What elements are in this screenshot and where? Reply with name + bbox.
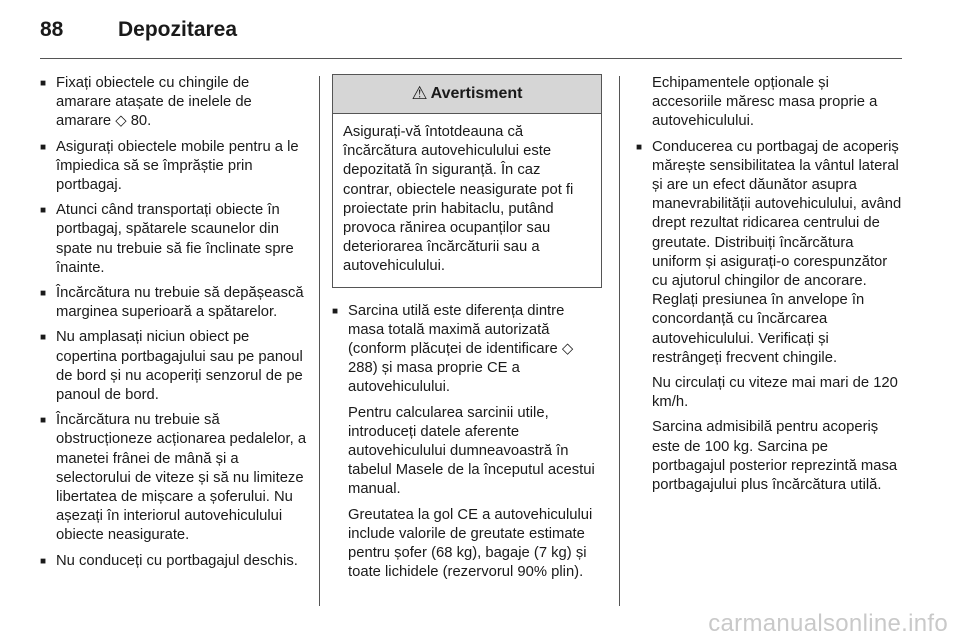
column-3	[636, 74, 902, 501]
list-item: ■ Fixați obiectele cu chingile de amarare atașate de inelele de amarare ◇ 80.	[40, 74, 308, 132]
paragraph: Nu circulați cu viteze mai mari de 120 km/h.	[652, 375, 898, 411]
list-item: ■ Sarcina utilă este diferența dintre masa totală maximă autorizată (conform plăcuței de identificare ◇ 288) și masa proprie CE a autovehiculului.	[332, 302, 602, 398]
list-item: ■ Nu conduceți cu portbagajul deschis.	[40, 552, 308, 571]
list-item: ■ Asigurați obiectele mobile pentru a le împiedica să se împrăștie prin portbagaj.	[40, 138, 308, 196]
list-item: ■ Încărcătura nu trebuie să obstrucționeze acționarea pedalelor, a manetei frânei de mână și a selectorului de viteze și să nu limiteze libertatea de mișcare a șoferului. Nu așezați în interiorul autovehiculului obiecte neasigurate.	[40, 411, 308, 545]
bullet-list	[636, 138, 902, 368]
bullet-list	[40, 74, 308, 571]
column-1	[40, 74, 308, 577]
warning-header	[333, 75, 601, 114]
watermark: carmanualsonline.info	[708, 610, 948, 637]
page-header	[40, 18, 237, 42]
warning-box	[332, 74, 602, 288]
page-title: Depozitarea	[118, 18, 238, 41]
column-divider-1	[319, 76, 320, 606]
paragraph: Sarcina admisibilă pentru acoperiș este de 100 kg. Sarcina pe portbagajul posterior reprezintă masa portbagajului plus încărcătura utilă.	[652, 419, 898, 494]
paragraph: Echipamentele opționale și accesoriile măresc masa proprie a autovehiculului.	[652, 75, 878, 130]
warning-icon: ⚠	[411, 83, 428, 104]
page-number: 88	[40, 18, 64, 41]
column-2	[332, 74, 602, 588]
column-divider-2	[619, 76, 620, 606]
warning-title: Avertisment	[430, 85, 523, 103]
list-item: ■ Conducerea cu portbagaj de acoperiș mărește sensibilitatea la vântul lateral și are un efect dăunător asupra manevrabilității autovehiculului, având drept rezultat ridicarea centrului de greutate. Distribuiți încărcătura uniform și asigurați-o corespunzător cu ajutorul chingilor de ancorare. Reglați presiunea în anvelope în concordanță cu încărcarea autovehiculului. Verificați și restrângeți frecvent chingile.	[636, 138, 902, 368]
paragraph: Greutatea la gol CE a autovehiculului include valorile de greutate estimate pentru șofer (68 kg), bagaje (7 kg) și toate lichidele (rezervorul 90% plin).	[348, 506, 593, 581]
paragraph: Pentru calcularea sarcinii utile, introduceți datele aferente autovehiculului dumneavoastră în tabelul Masele de la începutul acestui manual.	[348, 404, 595, 498]
bullet-list	[332, 302, 602, 398]
header-rule	[40, 58, 902, 59]
list-item: ■ Atunci când transportați obiecte în portbagaj, spătarele scaunelor din spate nu trebuie să fie înclinate spre înainte.	[40, 201, 308, 278]
list-item: ■ Nu amplasați niciun obiect pe copertina portbagajului sau pe panoul de bord și nu acoperiți senzorul de pe panoul de bord.	[40, 328, 308, 405]
warning-body: Asigurați-vă întotdeauna că încărcătura autovehiculului este depozitată în siguranță. În caz contrar, obiectele neasigurate pot fi proiectate prin habitaclu, putând provoca rănirea ocupanților sau deteriorarea încărcăturii sau a autovehiculului.	[343, 124, 574, 275]
list-item: ■ Încărcătura nu trebuie să depășească marginea superioară a spătarelor.	[40, 284, 308, 322]
